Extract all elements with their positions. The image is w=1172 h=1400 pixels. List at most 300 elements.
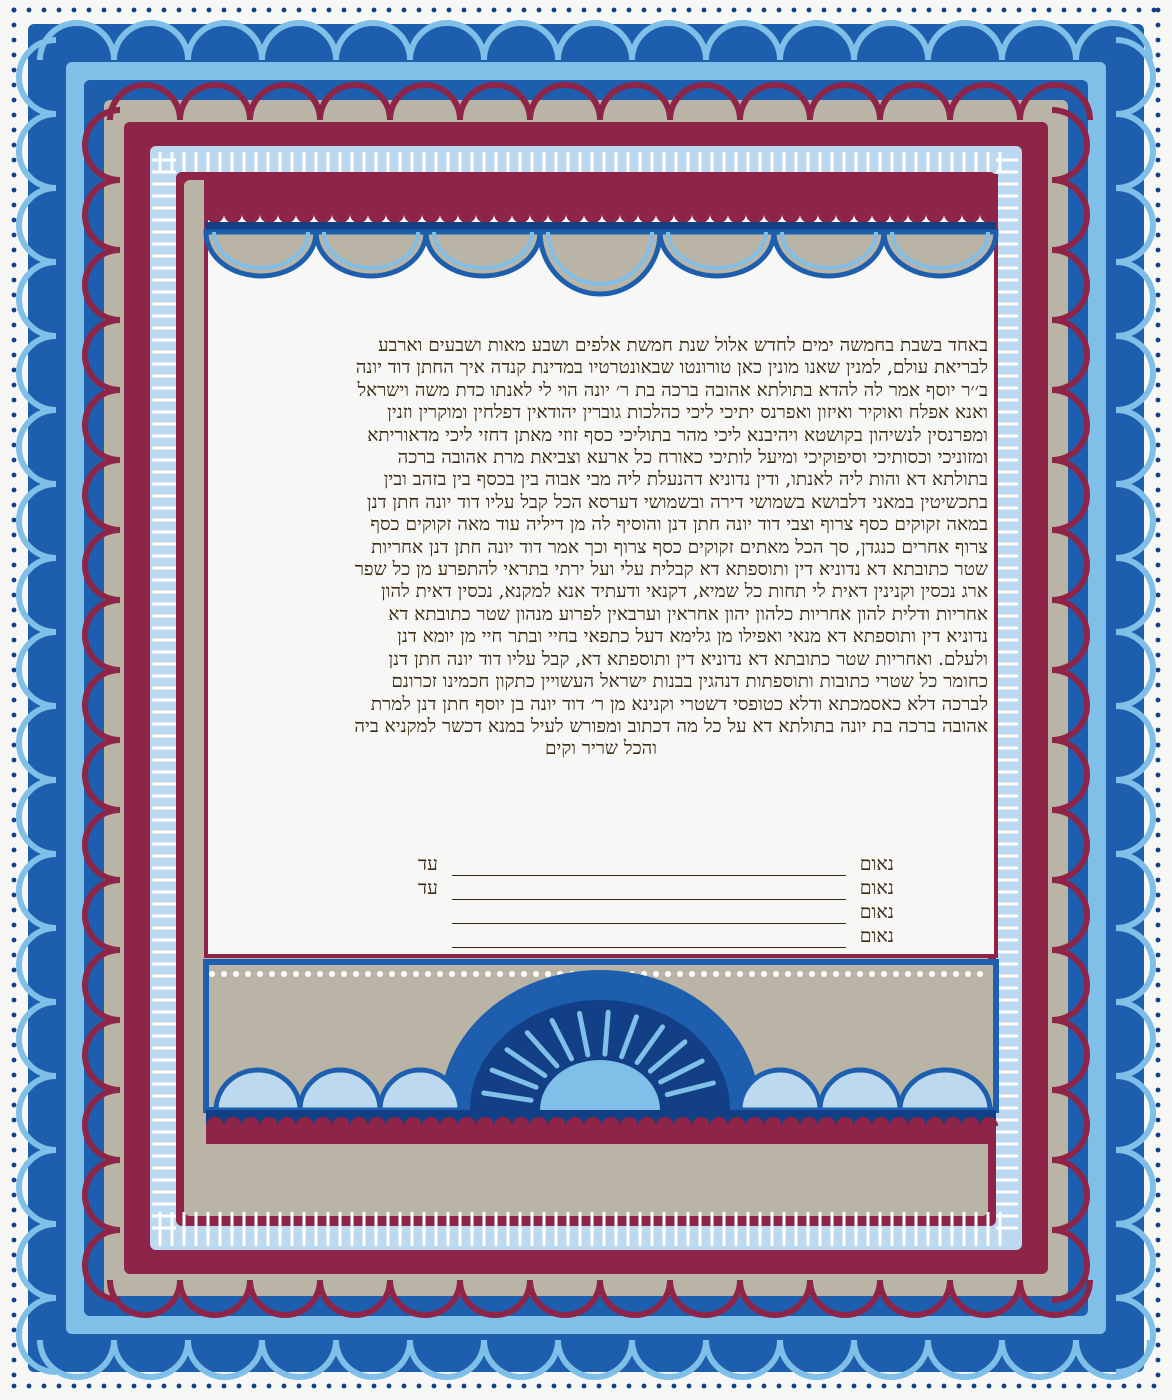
- border-dot: [387, 8, 392, 13]
- border-dot: [552, 8, 557, 13]
- signature-line[interactable]: [452, 881, 846, 900]
- border-dot: [732, 1384, 737, 1389]
- border-dot: [1156, 773, 1161, 778]
- panel-dot: [317, 971, 323, 977]
- border-dot: [1156, 98, 1161, 103]
- border-dot: [1156, 758, 1161, 763]
- panel-dot: [965, 971, 971, 977]
- border-dot: [552, 1384, 557, 1389]
- border-dot: [927, 1384, 932, 1389]
- border-dot: [1156, 173, 1161, 178]
- panel-dot: [437, 971, 443, 977]
- border-dot: [12, 218, 17, 223]
- text-line: בתכשיטין במאני דלבושא בשמושי דירה ובשמושי דערסא הכל קבל עליו דוד יונה חתן דנן: [366, 491, 988, 513]
- border-dot: [207, 8, 212, 13]
- text-line: במאה זקוקים כסף צרוף וצבי דוד יונה חתן דנן והוסיף לה מן דיליה עוד מאה זקוקים כסף: [370, 514, 988, 536]
- border-dot: [1092, 8, 1097, 13]
- border-dot: [447, 1384, 452, 1389]
- border-dot: [12, 23, 17, 28]
- border-dot: [12, 578, 17, 583]
- border-dot: [1156, 323, 1161, 328]
- border-dot: [402, 8, 407, 13]
- border-dot: [12, 803, 17, 808]
- border-dot: [1002, 1384, 1007, 1389]
- panel-dot: [977, 971, 983, 977]
- border-dot: [87, 8, 92, 13]
- border-dot: [1156, 818, 1161, 823]
- border-dot: [12, 1133, 17, 1138]
- border-dot: [1156, 1298, 1161, 1303]
- text-line: ארג נכסין וקנינין דאית לי תחות כל שמיא, דקנאי ודעתיד אנא למקנא, נכסין דאית להון: [381, 581, 988, 603]
- witness-label: עד: [418, 853, 438, 875]
- border-dot: [657, 1384, 662, 1389]
- border-dot: [1156, 1343, 1161, 1348]
- border-dot: [12, 143, 17, 148]
- text-line: ומזוניכי וכסותיכי וסיפוקיכי ומיעל לותיכי כאורח כל ארעא וצביאת מרת אהובה ברכה: [397, 447, 988, 469]
- panel-dot: [221, 971, 227, 977]
- border-dot: [12, 623, 17, 628]
- border-dot: [57, 8, 62, 13]
- border-dot: [987, 8, 992, 13]
- border-dot: [297, 1384, 302, 1389]
- panel-dot: [941, 971, 947, 977]
- border-dot: [12, 113, 17, 118]
- border-dot: [12, 278, 17, 283]
- border-dot: [12, 8, 17, 13]
- panel-dot: [713, 971, 719, 977]
- border-dot: [672, 1384, 677, 1389]
- border-dot: [12, 668, 17, 673]
- closing-line: והכל שריר וקים: [545, 738, 657, 760]
- border-dot: [1156, 1118, 1161, 1123]
- border-dot: [387, 1384, 392, 1389]
- panel-dot: [869, 971, 875, 977]
- border-dot: [12, 1028, 17, 1033]
- border-dot: [72, 8, 77, 13]
- border-dot: [1017, 8, 1022, 13]
- border-dot: [1156, 1178, 1161, 1183]
- border-dot: [12, 83, 17, 88]
- panel-dot: [521, 971, 527, 977]
- panel-dot: [917, 971, 923, 977]
- panel-dot: [689, 971, 695, 977]
- border-dot: [12, 548, 17, 553]
- border-dot: [12, 653, 17, 658]
- border-dot: [1156, 698, 1161, 703]
- border-dot: [1156, 578, 1161, 583]
- text-line: לבריאת עולם, למנין שאנו מונין כאן טורונטו שבאונטרטיו במדינת קנדה איך החתן דוד יונה: [355, 357, 988, 379]
- border-dot: [627, 1384, 632, 1389]
- border-dot: [192, 8, 197, 13]
- border-dot: [822, 8, 827, 13]
- border-dot: [882, 1384, 887, 1389]
- panel-dot: [833, 971, 839, 977]
- border-dot: [1156, 1058, 1161, 1063]
- border-dot: [1156, 623, 1161, 628]
- panel-dot: [809, 971, 815, 977]
- border-dot: [1156, 1028, 1161, 1033]
- border-dot: [1156, 143, 1161, 148]
- border-dot: [972, 8, 977, 13]
- ketubah-body: [214, 335, 988, 761]
- border-dot: [12, 293, 17, 298]
- border-dot: [57, 1384, 62, 1389]
- border-dot: [1156, 1268, 1161, 1273]
- border-dot: [1156, 893, 1161, 898]
- border-dot: [432, 1384, 437, 1389]
- border-dot: [12, 383, 17, 388]
- border-dot: [27, 1384, 32, 1389]
- border-dot: [1156, 923, 1161, 928]
- panel-dot: [761, 971, 767, 977]
- border-dot: [597, 8, 602, 13]
- border-dot: [1156, 1088, 1161, 1093]
- text-line: בתולתא דא והות ליה לאנתו, ודין נדוניא דהנעלת ליה מבי אבוה בין בכסף בין בזהב ובין: [383, 469, 988, 491]
- border-dot: [12, 323, 17, 328]
- panel-dot: [389, 971, 395, 977]
- panel-dot: [953, 971, 959, 977]
- border-dot: [357, 1384, 362, 1389]
- signature-label: נאום: [859, 901, 894, 923]
- border-dot: [12, 68, 17, 73]
- text-line: צרוף אחרים כנגדן, סך הכל מאתים זקוקים כסף צרוף וכך אמר דוד יונה חתן דנן אחריות: [371, 536, 988, 558]
- border-dot: [582, 8, 587, 13]
- border-dot: [1156, 1283, 1161, 1288]
- border-dot: [1032, 8, 1037, 13]
- border-dot: [312, 1384, 317, 1389]
- border-dot: [12, 1148, 17, 1153]
- panel-dot: [269, 971, 275, 977]
- border-dot: [12, 443, 17, 448]
- border-dot: [12, 638, 17, 643]
- border-dot: [12, 458, 17, 463]
- border-dot: [12, 128, 17, 133]
- border-dot: [12, 368, 17, 373]
- border-dot: [717, 1384, 722, 1389]
- border-dot: [897, 1384, 902, 1389]
- panel-dot: [497, 971, 503, 977]
- border-dot: [1156, 908, 1161, 913]
- border-dot: [372, 1384, 377, 1389]
- border-dot: [12, 1043, 17, 1048]
- border-dot: [207, 1384, 212, 1389]
- border-dot: [1107, 8, 1112, 13]
- border-dot: [1156, 1328, 1161, 1333]
- border-dot: [1156, 668, 1161, 673]
- border-dot: [12, 338, 17, 343]
- border-dot: [12, 308, 17, 313]
- panel-dot: [353, 971, 359, 977]
- border-dot: [147, 8, 152, 13]
- border-dot: [522, 8, 527, 13]
- border-dot: [1156, 1148, 1161, 1153]
- border-dot: [1002, 8, 1007, 13]
- signature-label: נאום: [859, 877, 894, 899]
- border-dot: [567, 8, 572, 13]
- border-dot: [882, 8, 887, 13]
- panel-dot: [449, 971, 455, 977]
- signature-line[interactable]: [452, 929, 846, 948]
- border-dot: [1077, 8, 1082, 13]
- border-dot: [867, 1384, 872, 1389]
- panel-dot: [797, 971, 803, 977]
- border-dot: [1032, 1384, 1037, 1389]
- border-dot: [1137, 1384, 1142, 1389]
- border-dot: [12, 713, 17, 718]
- border-dot: [1156, 338, 1161, 343]
- panel-dot: [425, 971, 431, 977]
- border-dot: [1077, 1384, 1082, 1389]
- text-line: ומפרנסין לנשיהון בקושטא ויהיבנא ליכי מהר בתוליכי כסף זוזי מאתן דחזי ליכי מדאוריתא: [367, 424, 988, 446]
- border-dot: [12, 788, 17, 793]
- border-dot: [642, 1384, 647, 1389]
- panel-dot: [881, 971, 887, 977]
- border-dot: [1156, 1223, 1161, 1228]
- border-dot: [12, 983, 17, 988]
- border-dot: [12, 488, 17, 493]
- border-dot: [12, 878, 17, 883]
- top-band: [206, 176, 996, 214]
- border-dot: [522, 1384, 527, 1389]
- border-dot: [72, 1384, 77, 1389]
- border-dot: [12, 533, 17, 538]
- border-dot: [12, 893, 17, 898]
- border-dot: [12, 1088, 17, 1093]
- border-dot: [777, 8, 782, 13]
- border-dot: [432, 8, 437, 13]
- border-dot: [1156, 1043, 1161, 1048]
- border-dot: [1156, 1373, 1161, 1378]
- border-dot: [477, 8, 482, 13]
- border-dot: [942, 1384, 947, 1389]
- border-dot: [1156, 638, 1161, 643]
- border-dot: [1156, 563, 1161, 568]
- border-dot: [747, 8, 752, 13]
- border-dot: [807, 8, 812, 13]
- border-dot: [1156, 23, 1161, 28]
- border-dot: [12, 593, 17, 598]
- border-dot: [1156, 1238, 1161, 1243]
- border-dot: [612, 1384, 617, 1389]
- border-dot: [1156, 938, 1161, 943]
- border-dot: [12, 413, 17, 418]
- text-line: שטר כתובתא דא נדוניא דין ותוספתא דא קבלית עלי ועל ירתי בתראי להתפרע מן כל שפר: [354, 559, 988, 581]
- border-dot: [1017, 1384, 1022, 1389]
- panel-dot: [401, 971, 407, 977]
- panel-dot: [821, 971, 827, 977]
- border-dot: [1156, 518, 1161, 523]
- border-dot: [327, 1384, 332, 1389]
- border-dot: [1156, 788, 1161, 793]
- border-dot: [582, 1384, 587, 1389]
- border-dot: [342, 8, 347, 13]
- border-dot: [807, 1384, 812, 1389]
- border-dot: [42, 1384, 47, 1389]
- border-dot: [162, 8, 167, 13]
- panel-dot: [905, 971, 911, 977]
- border-dot: [1092, 1384, 1097, 1389]
- border-dot: [102, 1384, 107, 1389]
- panel-dot: [473, 971, 479, 977]
- border-dot: [12, 518, 17, 523]
- border-dot: [942, 8, 947, 13]
- border-dot: [12, 1298, 17, 1303]
- panel-dot: [281, 971, 287, 977]
- border-dot: [132, 8, 137, 13]
- border-dot: [12, 818, 17, 823]
- ketubah-text-panel: [214, 290, 988, 954]
- border-dot: [372, 8, 377, 13]
- panel-dot: [677, 971, 683, 977]
- border-dot: [42, 8, 47, 13]
- border-dot: [147, 1384, 152, 1389]
- border-dot: [1156, 878, 1161, 883]
- signature-label: נאום: [859, 925, 894, 947]
- border-dot: [537, 8, 542, 13]
- border-dot: [12, 398, 17, 403]
- signature-row: [414, 876, 894, 900]
- border-dot: [12, 353, 17, 358]
- border-dot: [1156, 1163, 1161, 1168]
- border-dot: [1156, 8, 1161, 13]
- border-dot: [12, 968, 17, 973]
- witness-label: עד: [418, 877, 438, 899]
- border-dot: [1156, 53, 1161, 58]
- border-dot: [12, 1103, 17, 1108]
- border-dot: [402, 1384, 407, 1389]
- panel-dot: [665, 971, 671, 977]
- border-dot: [1156, 1013, 1161, 1018]
- border-dot: [852, 8, 857, 13]
- border-dot: [1156, 83, 1161, 88]
- border-dot: [177, 1384, 182, 1389]
- panel-dot: [725, 971, 731, 977]
- border-dot: [1156, 1073, 1161, 1078]
- panel-dot: [929, 971, 935, 977]
- border-dot: [12, 263, 17, 268]
- border-dot: [222, 1384, 227, 1389]
- border-dot: [1047, 1384, 1052, 1389]
- border-dot: [1156, 488, 1161, 493]
- border-dot: [1156, 743, 1161, 748]
- border-dot: [687, 1384, 692, 1389]
- border-dot: [132, 1384, 137, 1389]
- bottom-sunrise-panel: [206, 962, 998, 1144]
- bottom-band: [206, 1126, 996, 1144]
- border-dot: [12, 938, 17, 943]
- text-line: נדוניא דין ותוספתא דא מנאי ואפילו מן גלימא דעל כתפאי בחיי ובתר חיי מן יומא דנן: [397, 626, 988, 648]
- border-dot: [1156, 128, 1161, 133]
- text-line: ואנא אפלח ואוקיר ואיזון ואפרנס יתיכי ליכי כהלכות גוברין יהודאין דפלחין ומוקרין וזנין: [387, 402, 988, 424]
- signature-line[interactable]: [452, 857, 846, 876]
- panel-dot: [485, 971, 491, 977]
- panel-dot: [701, 971, 707, 977]
- border-dot: [12, 833, 17, 838]
- signature-line[interactable]: [452, 905, 846, 924]
- border-dot: [327, 8, 332, 13]
- border-dot: [717, 8, 722, 13]
- text-line: ב׳׳ר יוסף אמר לה להדא בתולתא אהובה ברכה בת ר׳ יונה הוי לי לאנתו כדת משה וישראל: [357, 379, 988, 401]
- border-dot: [1156, 278, 1161, 283]
- border-dot: [462, 8, 467, 13]
- border-dot: [1156, 428, 1161, 433]
- border-dot: [12, 203, 17, 208]
- border-dot: [12, 1343, 17, 1348]
- border-dot: [702, 8, 707, 13]
- panel-dot: [377, 971, 383, 977]
- border-dot: [1156, 968, 1161, 973]
- border-dot: [12, 503, 17, 508]
- border-dot: [1156, 863, 1161, 868]
- text-line: אהובה ברכה בת יונה בתולתא דא על כל מה דכתוב ומפורש לעיל במנא דכשר למקניא ביה: [354, 715, 988, 737]
- border-dot: [1152, 1384, 1157, 1389]
- border-dot: [1156, 308, 1161, 313]
- border-dot: [972, 1384, 977, 1389]
- panel-dot: [845, 971, 851, 977]
- border-dot: [837, 1384, 842, 1389]
- panel-dot: [257, 971, 263, 977]
- border-dot: [12, 158, 17, 163]
- border-dot: [102, 8, 107, 13]
- border-dot: [222, 8, 227, 13]
- border-dot: [1156, 398, 1161, 403]
- border-dot: [12, 1223, 17, 1228]
- border-dot: [12, 1384, 17, 1389]
- border-dot: [297, 8, 302, 13]
- panel-dot: [545, 971, 551, 977]
- border-dot: [1156, 533, 1161, 538]
- border-dot: [12, 98, 17, 103]
- border-dot: [1156, 158, 1161, 163]
- border-dot: [822, 1384, 827, 1389]
- border-dot: [447, 8, 452, 13]
- border-dot: [162, 1384, 167, 1389]
- border-dot: [612, 8, 617, 13]
- border-dot: [1156, 713, 1161, 718]
- border-dot: [1062, 1384, 1067, 1389]
- border-dot: [12, 848, 17, 853]
- border-dot: [537, 1384, 542, 1389]
- border-dot: [867, 8, 872, 13]
- border-dot: [627, 8, 632, 13]
- border-dot: [192, 1384, 197, 1389]
- border-dot: [12, 1283, 17, 1288]
- border-dot: [177, 8, 182, 13]
- border-dot: [792, 1384, 797, 1389]
- border-dot: [12, 698, 17, 703]
- border-dot: [1156, 983, 1161, 988]
- border-dot: [12, 1358, 17, 1363]
- border-dot: [567, 1384, 572, 1389]
- panel-dot: [533, 971, 539, 977]
- panel-dot: [785, 971, 791, 977]
- border-dot: [117, 1384, 122, 1389]
- border-dot: [792, 8, 797, 13]
- border-dot: [417, 1384, 422, 1389]
- border-dot: [1156, 413, 1161, 418]
- border-dot: [12, 473, 17, 478]
- text-line: ולעלם. ואחריות שטר כתובתא דא נדוניא דין ותוספתא דא, קבל עליו דוד יונה חתן דנן: [388, 648, 988, 670]
- border-dot: [267, 8, 272, 13]
- border-dot: [1156, 608, 1161, 613]
- border-dot: [12, 1328, 17, 1333]
- border-dot: [417, 8, 422, 13]
- signature-row: [414, 900, 894, 924]
- border-dot: [237, 8, 242, 13]
- sunrise-ray: [605, 1012, 608, 1054]
- border-dot: [12, 1238, 17, 1243]
- border-dot: [1156, 1103, 1161, 1108]
